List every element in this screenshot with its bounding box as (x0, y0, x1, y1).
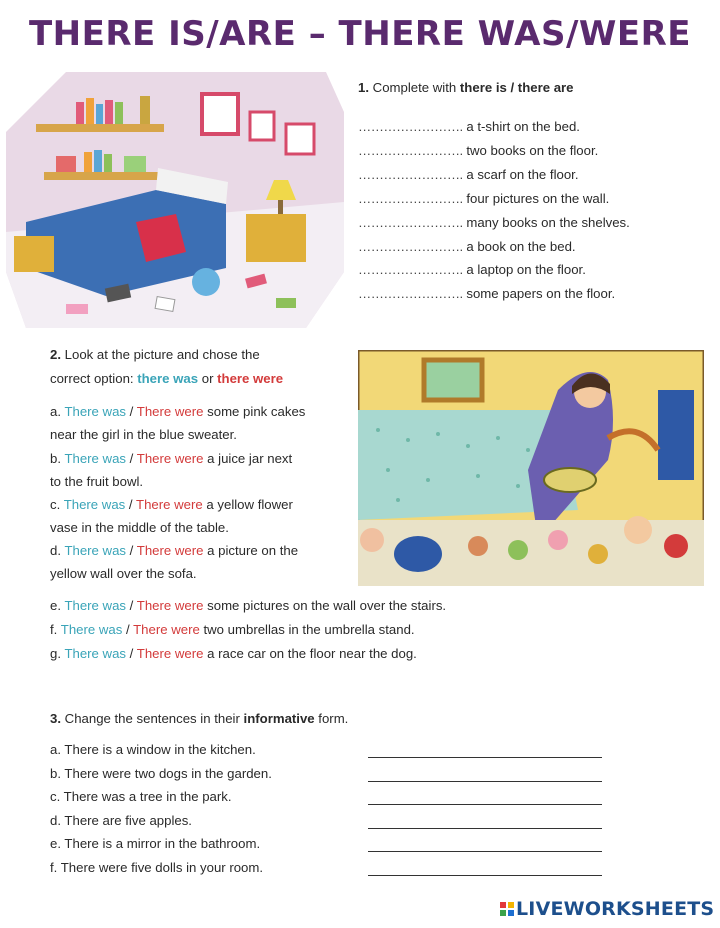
choice-there-were[interactable]: There were (136, 404, 204, 419)
exercise-1-instruction (358, 80, 574, 96)
item-letter: c. (50, 497, 64, 512)
choice-there-was[interactable]: There was (64, 404, 127, 419)
choice-there-were[interactable]: There were (136, 497, 203, 512)
choice-there-was[interactable]: There was (64, 646, 127, 661)
exercise-3-sentence: d. There are five apples. (50, 812, 192, 828)
item-letter: d. (50, 543, 65, 558)
exercise-2-item (50, 497, 293, 513)
answer-blank[interactable]: ……………………. (358, 238, 463, 254)
item-text: two books on the floor. (466, 142, 599, 158)
choice-slash: / (126, 451, 137, 466)
exercise-2-item (50, 622, 415, 638)
exercise-2-item-continuation: vase in the middle of the table. (50, 520, 229, 535)
logo-text: LIVEWORKSHEETS (516, 898, 715, 920)
option-or: or (198, 371, 218, 386)
answer-blank[interactable]: ……………………. (358, 166, 463, 182)
choice-slash: / (126, 598, 137, 613)
item-letter: a. (50, 404, 65, 419)
exercise-2-item-continuation: yellow wall over the sofa. (50, 566, 197, 581)
messy-bedroom-illustration (6, 72, 344, 328)
choice-there-was[interactable]: There was (64, 598, 127, 613)
exercise-3-sentence: f. There were five dolls in your room. (50, 860, 264, 875)
exercise-2-item-continuation: to the fruit bowl. (50, 474, 144, 489)
exercise-1-item (358, 262, 586, 278)
exercise-number: 2. (50, 347, 61, 362)
exercise-number: 1. (358, 80, 369, 95)
liveworksheets-logo (500, 898, 714, 920)
exercise-1-item (358, 215, 630, 231)
exercise-2-instruction-line-1 (50, 347, 260, 363)
choice-there-were[interactable]: There were (136, 451, 204, 466)
answer-line[interactable] (368, 804, 602, 805)
item-text: some pink cakes (203, 404, 306, 419)
exercise-1-item (358, 167, 579, 183)
exercise-2-instruction-line-2 (50, 371, 283, 387)
instruction-text: form. (314, 711, 349, 726)
answer-blank[interactable]: ……………………. (358, 119, 463, 134)
answer-blank[interactable]: ……………………. (358, 286, 463, 302)
choice-slash: / (122, 622, 134, 637)
instruction-text: correct option: (50, 371, 138, 386)
item-text: a t-shirt on the bed. (466, 119, 580, 134)
choice-there-was[interactable]: There was (64, 451, 127, 466)
exercise-1-item (358, 239, 576, 255)
instruction-bold: there is / there are (459, 80, 574, 95)
item-letter: f. (50, 622, 61, 637)
item-letter: e. (50, 598, 65, 613)
option-there-were: there were (217, 371, 284, 386)
choice-slash: / (126, 646, 137, 661)
item-text: a yellow flower (202, 497, 293, 512)
choice-slash: / (125, 497, 137, 512)
worksheet-title: THERE IS/ARE – THERE WAS/WERE (28, 14, 691, 54)
instruction-bold: informative (243, 711, 315, 726)
choice-there-was[interactable]: There was (63, 497, 126, 512)
choice-there-was[interactable]: There was (64, 543, 127, 558)
exercise-1-item (358, 143, 598, 159)
choice-there-were[interactable]: There were (136, 543, 204, 558)
item-text: some papers on the floor. (466, 286, 616, 302)
answer-line[interactable] (368, 851, 602, 852)
choice-there-were[interactable]: There were (136, 598, 204, 613)
party-living-room-illustration (358, 350, 704, 586)
answer-blank[interactable]: ……………………. (358, 262, 463, 278)
exercise-3-instruction (50, 711, 348, 727)
item-text: a picture on the (203, 543, 299, 558)
exercise-2-item (50, 543, 298, 559)
answer-line[interactable] (368, 781, 602, 782)
instruction-text: Change the sentences in their (61, 711, 244, 726)
choice-there-were[interactable]: There were (133, 622, 200, 637)
exercise-2-item (50, 598, 446, 614)
exercise-2-item-continuation: near the girl in the blue sweater. (50, 427, 237, 442)
exercise-number: 3. (50, 711, 61, 726)
item-text: a race car on the floor near the dog. (203, 646, 417, 661)
item-text: some pictures on the wall over the stairs. (203, 598, 447, 613)
item-text: two umbrellas in the umbrella stand. (199, 622, 415, 637)
item-text: a scarf on the floor. (466, 166, 579, 182)
choice-slash: / (126, 404, 137, 419)
answer-blank[interactable]: ……………………. (358, 190, 463, 206)
item-text: four pictures on the wall. (466, 190, 610, 206)
exercise-1-item (358, 191, 609, 207)
exercise-2-item (50, 404, 305, 420)
item-text: a laptop on the floor. (466, 262, 586, 278)
exercise-3-sentence: e. There is a mirror in the bathroom. (50, 836, 261, 852)
item-text: a juice jar next (203, 451, 293, 466)
item-text: many books on the shelves. (466, 214, 630, 230)
answer-blank[interactable]: ……………………. (358, 142, 463, 158)
exercise-2-item (50, 646, 417, 662)
exercise-2-item (50, 451, 292, 467)
item-text: a book on the bed. (466, 238, 576, 254)
exercise-3-sentence: b. There were two dogs in the garden. (50, 765, 272, 781)
choice-slash: / (126, 543, 137, 558)
item-letter: g. (50, 646, 65, 661)
option-there-was: there was (137, 371, 199, 386)
exercise-1-item (358, 286, 615, 302)
exercise-3-sentence: c. There was a tree in the park. (50, 789, 232, 805)
choice-there-was[interactable]: There was (60, 622, 123, 637)
choice-there-were[interactable]: There were (136, 646, 204, 661)
exercise-3-sentence: a. There is a window in the kitchen. (50, 742, 256, 757)
instruction-text: Look at the picture and chose the (64, 347, 260, 362)
answer-line[interactable] (368, 828, 602, 829)
exercise-1-item (358, 119, 580, 135)
instruction-text: Complete with (372, 80, 460, 95)
answer-line[interactable] (368, 757, 602, 758)
answer-blank[interactable]: ……………………. (358, 214, 463, 230)
logo-mark-icon (500, 902, 514, 916)
item-letter: b. (50, 451, 65, 466)
answer-line[interactable] (368, 875, 602, 876)
